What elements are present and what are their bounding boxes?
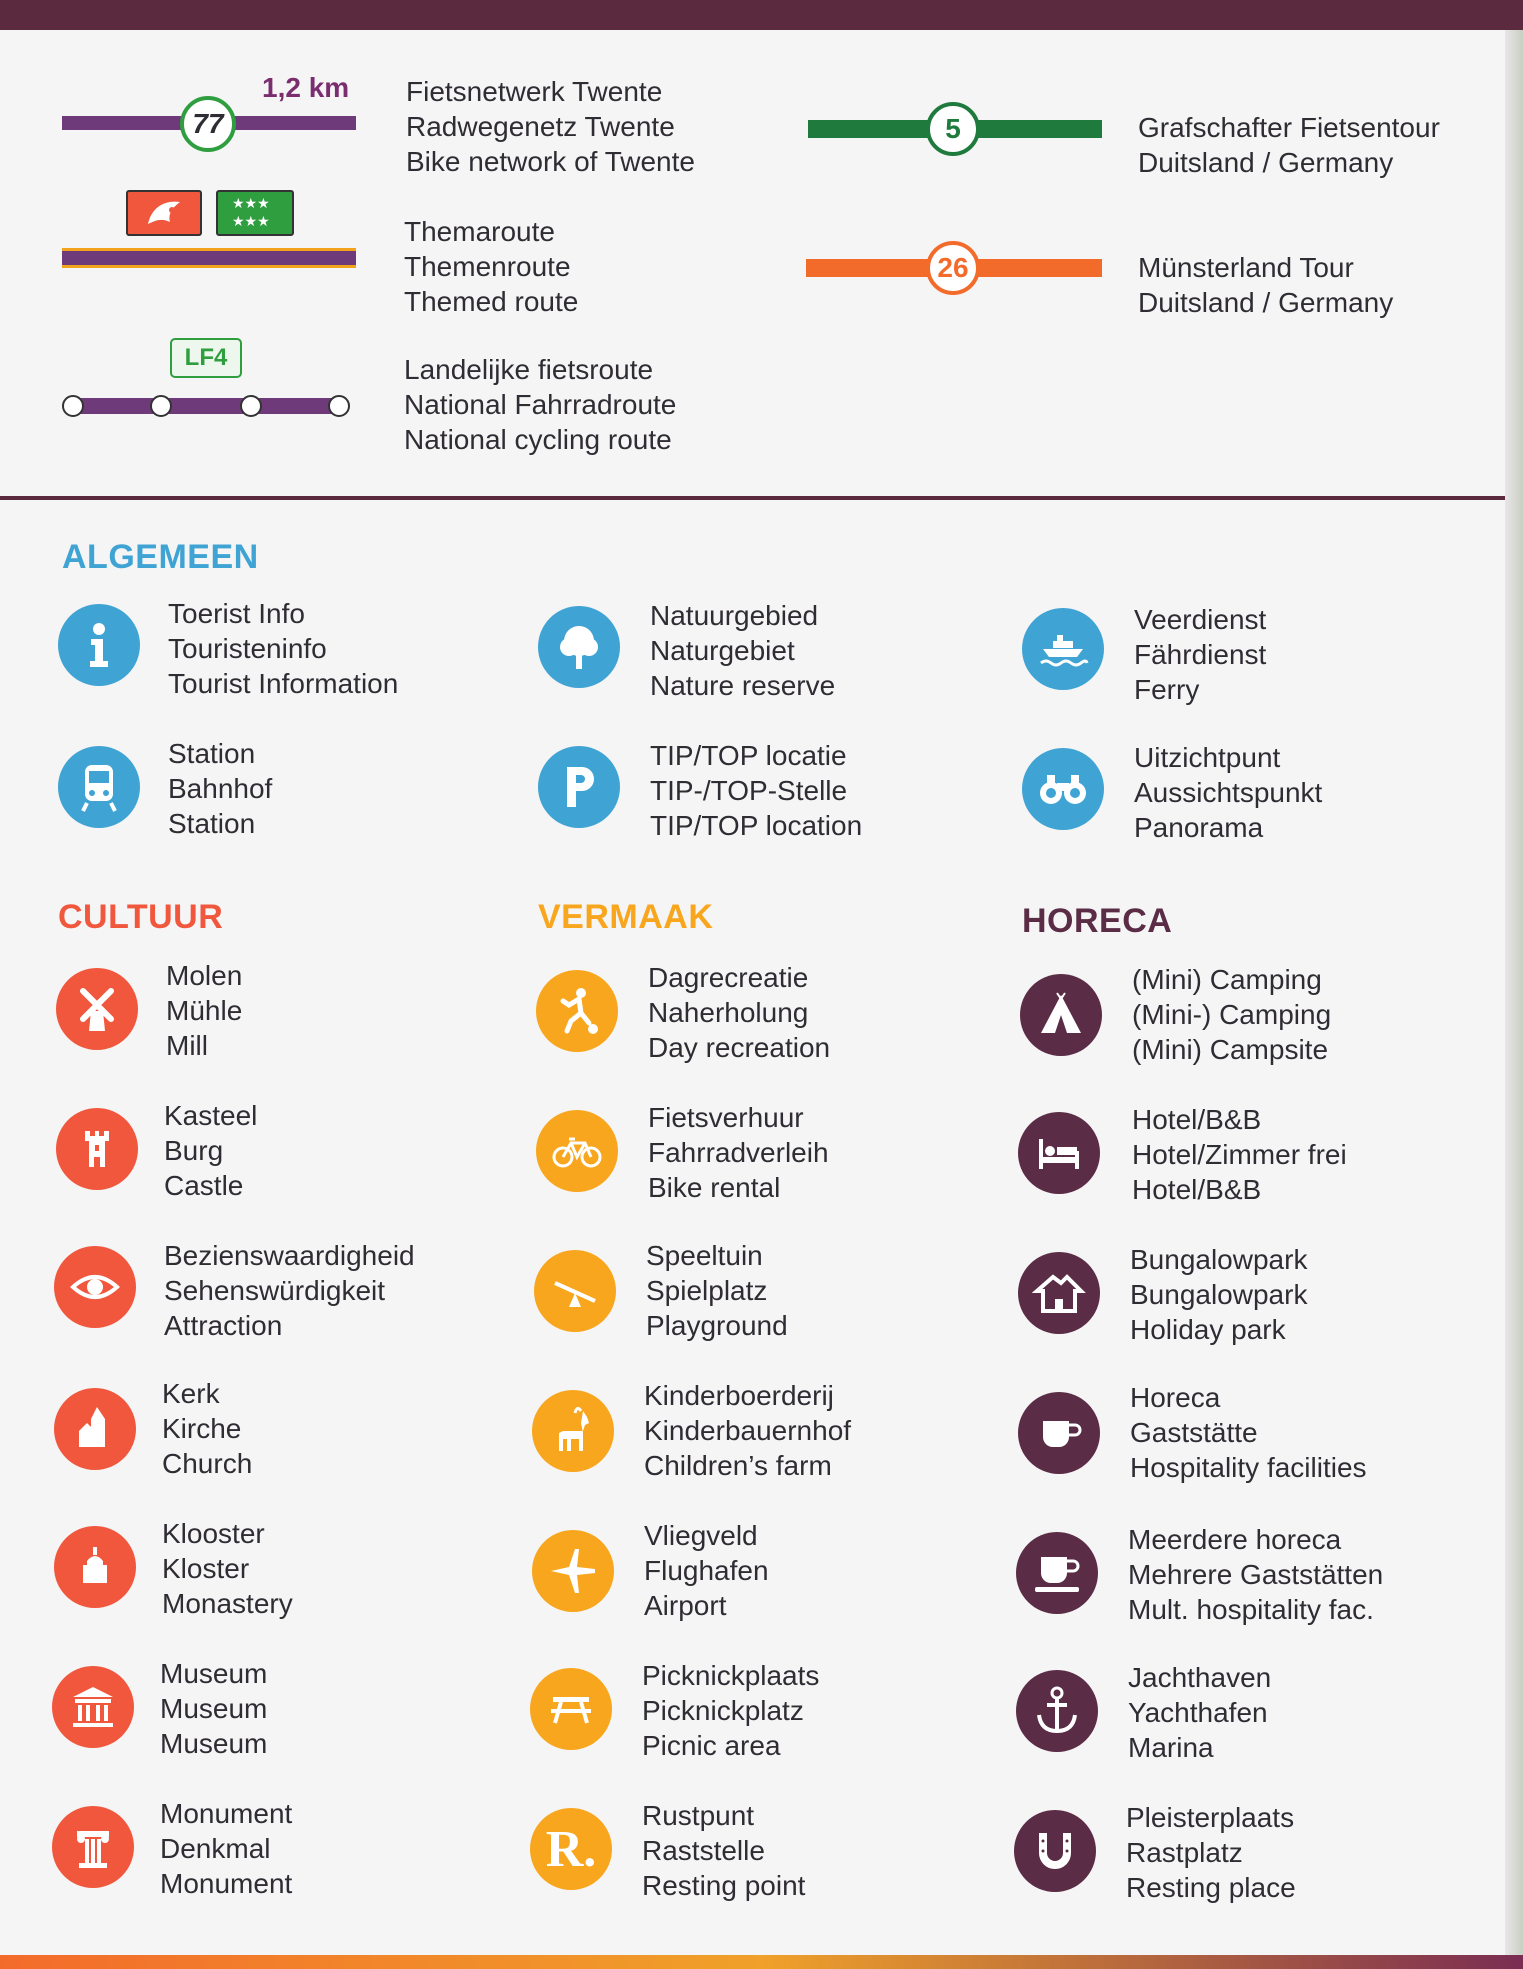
route-node-dot [240,395,262,417]
label-en: Ferry [1134,674,1200,705]
themed-label [404,214,578,319]
windmill-icon [56,968,138,1050]
bed-icon [1018,1112,1100,1194]
label-nl: Kinderboerderij [644,1380,834,1411]
star-rating-logo-icon [216,190,294,236]
label-en: Station [168,808,256,839]
national-label [404,352,676,457]
label-de: Kloster [162,1553,250,1584]
label-nl: Dagrecreatie [648,962,809,993]
goat-icon [532,1390,614,1472]
horseshoe-icon [1014,1810,1096,1892]
label-en: Resting place [1126,1872,1296,1903]
route-node-dot [328,395,350,417]
label-de: Gaststätte [1130,1417,1258,1448]
label-en: Hotel/B&B [1132,1174,1262,1205]
label-en: Airport [644,1590,727,1621]
label-en: Day recreation [648,1032,831,1063]
eye-icon [54,1246,136,1328]
label-de: Naherholung [648,997,809,1028]
label-de: Raststelle [642,1835,765,1866]
church-icon [54,1388,136,1470]
national-route-badge: LF4 [170,338,242,378]
label-de: Fahrradverleih [648,1137,829,1168]
label-nl: Klooster [162,1518,265,1549]
label-nl: Vliegveld [644,1520,758,1551]
cup-icon [1018,1392,1100,1474]
label-en: Children’s farm [644,1450,832,1481]
national-route-line [70,398,340,414]
label-nl: Bezienswaardigheid [164,1240,415,1271]
label-de: Museum [160,1693,268,1724]
label-country: Duitsland / Germany [1138,287,1394,318]
label-en: Bike rental [648,1172,781,1203]
label-en: Picnic area [642,1730,781,1761]
seesaw-icon [534,1250,616,1332]
label-de: Bahnhof [168,773,273,804]
label-en: National cycling route [404,424,672,455]
binoculars-icon [1022,748,1104,830]
section-divider [0,496,1505,500]
label-de: Touristeninfo [168,633,327,664]
grafschafter-label [1138,110,1440,180]
label-nl: Uitzichtpunt [1134,742,1281,773]
label-de: (Mini-) Camping [1132,999,1332,1030]
label-de: Aussichtspunkt [1134,777,1323,808]
museum-icon [52,1666,134,1748]
label-country: Duitsland / Germany [1138,147,1394,178]
label-en: Mult. hospitality fac. [1128,1594,1374,1625]
grafschafter-node-marker: 5 [926,102,980,156]
label-de: Denkmal [160,1833,271,1864]
label-en: Mill [166,1030,208,1061]
label-en: Resting point [642,1870,806,1901]
section-title-vermaak: VERMAAK [538,898,714,936]
label-de: Mühle [166,995,243,1026]
label-nl: Monument [160,1798,293,1829]
label-de: National Fahrradroute [404,389,677,420]
bottom-border [0,1955,1523,1969]
picnic-table-icon [530,1668,612,1750]
label-de: Yachthafen [1128,1697,1268,1728]
label-de: Spielplatz [646,1275,768,1306]
bungalow-icon [1018,1252,1100,1334]
munsterland-label [1138,250,1393,320]
section-title-horeca: HORECA [1022,902,1173,940]
label-en: Museum [160,1728,268,1759]
label-de: Themenroute [404,251,571,282]
label-nl: Jachthaven [1128,1662,1272,1693]
label-nl: Fietsnetwerk Twente [406,76,663,107]
label-nl: Fietsverhuur [648,1102,804,1133]
label-en: Attraction [164,1310,283,1341]
network-node-marker: 77 [180,96,236,152]
label-nl: (Mini) Camping [1132,964,1322,995]
label-nl: Bungalowpark [1130,1244,1308,1275]
label-nl: Picknickplaats [642,1660,820,1691]
section-title-algemeen: ALGEMEEN [62,538,259,576]
soccer-player-icon [536,970,618,1052]
svg-text:★★★: ★★★ [232,196,270,212]
label-en: Castle [164,1170,244,1201]
label-nl: Speeltuin [646,1240,763,1271]
label-nl: Kasteel [164,1100,258,1131]
section-title-cultuur: CULTUUR [58,898,224,936]
top-border [0,0,1523,30]
castle-icon [56,1108,138,1190]
label-de: Mehrere Gaststätten [1128,1559,1384,1590]
label-de: TIP-/TOP-Stelle [650,775,848,806]
rest-point-icon: R. [530,1808,612,1890]
label-nl: Meerdere horeca [1128,1524,1342,1555]
monastery-icon [54,1526,136,1608]
tent-icon [1020,974,1102,1056]
svg-text:★★★: ★★★ [232,214,270,230]
route-node-dot [150,395,172,417]
label-nl: Veerdienst [1134,604,1267,635]
label-en: Marina [1128,1732,1214,1763]
label-de: Hotel/Zimmer frei [1132,1139,1347,1170]
network-distance: 1,2 km [262,72,350,103]
label-nl: Museum [160,1658,268,1689]
munsterland-node-marker: 26 [926,241,980,295]
label-nl: Horeca [1130,1382,1221,1413]
label-nl: Kerk [162,1378,220,1409]
label-de: Flughafen [644,1555,769,1586]
label-en: Tourist Information [168,668,399,699]
label-nl: Themaroute [404,216,555,247]
label-en: Monastery [162,1588,293,1619]
label-en: TIP/TOP location [650,810,863,841]
label-de: Burg [164,1135,224,1166]
label-de: Radwegenetz Twente [406,111,675,142]
map-edge [1505,30,1523,1969]
label-de: Sehenswürdigkeit [164,1275,386,1306]
label-nl: Pleisterplaats [1126,1802,1295,1833]
label-nl: Hotel/B&B [1132,1104,1262,1135]
network-label [406,74,695,179]
label-nl: TIP/TOP locatie [650,740,847,771]
label-en: Hospitality facilities [1130,1452,1367,1483]
info-icon [58,604,140,686]
label-en: Themed route [404,286,579,317]
anchor-icon [1016,1670,1098,1752]
label-en: Playground [646,1310,788,1341]
theme-logo-icon [126,190,202,236]
label-en: (Mini) Campsite [1132,1034,1329,1065]
label-de: Fährdienst [1134,639,1267,670]
label-en: Holiday park [1130,1314,1286,1345]
label-nl: Landelijke fietsroute [404,354,654,385]
label-de: Bungalowpark [1130,1279,1308,1310]
label-nl: Münsterland Tour [1138,252,1354,283]
cup-saucer-icon [1016,1532,1098,1614]
parking-icon [538,746,620,828]
label-de: Naturgebiet [650,635,795,666]
label-nl: Natuurgebied [650,600,819,631]
themed-route-line [62,248,356,268]
train-icon [58,746,140,828]
label-nl: Station [168,738,256,769]
label-en: Panorama [1134,812,1264,843]
label-de: Kinderbauernhof [644,1415,852,1446]
label-en: Nature reserve [650,670,836,701]
label-nl: Molen [166,960,243,991]
tree-icon [538,606,620,688]
bicycle-icon [536,1110,618,1192]
ferry-icon [1022,608,1104,690]
airplane-icon [532,1530,614,1612]
label-de: Picknickplatz [642,1695,804,1726]
column-icon [52,1806,134,1888]
label-nl: Grafschafter Fietsentour [1138,112,1440,143]
label-nl: Toerist Info [168,598,305,629]
route-node-dot [62,395,84,417]
label-en: Church [162,1448,253,1479]
label-en: Monument [160,1868,293,1899]
label-de: Rastplatz [1126,1837,1243,1868]
label-en: Bike network of Twente [406,146,695,177]
label-nl: Rustpunt [642,1800,755,1831]
label-de: Kirche [162,1413,242,1444]
